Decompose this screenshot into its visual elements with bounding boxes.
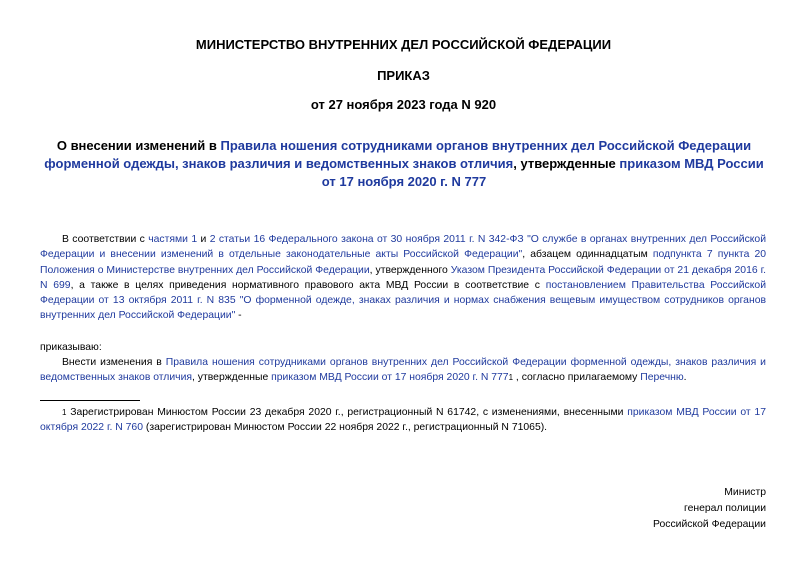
order-footnote-marker[interactable]: 1 <box>508 373 514 383</box>
order-link-rules[interactable]: Правила ношения сотрудниками органов внутренних дел Российской Федерации форменной одежды, знаков различия и ведомственных знаков отличия <box>40 357 766 384</box>
footnote-marker: 1 <box>62 408 67 417</box>
signature-line-2: генерал полиции <box>684 503 766 514</box>
title-prefix: О внесении изменений в <box>56 138 221 153</box>
order-item-paragraph <box>40 355 766 386</box>
footnote-text-2: (зарегистрирован Минюстом России 22 ноября 2022 г., регистрационный N 71065). <box>142 422 548 434</box>
title-link-rules[interactable]: Правила ношения сотрудниками органов внутренних дел Российской Федерации форменной одежды, знаков различия и ведомственных знаков отличия <box>44 138 752 171</box>
preamble-text-3: , абзацем одиннадцатым <box>522 249 653 261</box>
order-word: приказываю: <box>40 342 102 353</box>
footnote-paragraph <box>40 405 766 436</box>
preamble-text-4: , утвержденного <box>369 264 451 276</box>
order-text-1: Внести изменения в <box>62 357 166 368</box>
footnote-separator <box>40 400 140 401</box>
ministry-heading: МИНИСТЕРСТВО ВНУТРЕННИХ ДЕЛ РОССИЙСКОЙ ФЕДЕРАЦИИ <box>195 37 612 52</box>
order-link-list[interactable]: Перечню <box>640 372 684 384</box>
preamble-link-resolution[interactable]: постановлением Правительства Российской Федерации от 13 октября 2011 г. N 835 "О форменной одежде, знаках различия и нормах снабжения вещевым имуществом сотрудников органов внутренних дел Российской Федерации" <box>40 279 766 322</box>
preamble-paragraph <box>40 232 766 324</box>
preamble-text-2: и <box>197 234 210 245</box>
preamble-text-5: , а также в целях приведения нормативного правового акта МВД России в соответствие с <box>70 279 546 291</box>
preamble-text-6: - <box>235 310 242 322</box>
footnote-link-order-760[interactable]: приказом МВД России от 17 октября 2022 г. N 760 <box>40 407 766 434</box>
preamble-text-1: В соответствии с <box>62 234 149 245</box>
signature-line-1: Министр <box>724 487 766 498</box>
order-link-order-777[interactable]: приказом МВД России от 17 ноября 2020 г. N 777 <box>271 372 509 384</box>
order-text-4: . <box>683 372 687 384</box>
order-text-3: , согласно прилагаемому <box>513 372 641 384</box>
footnote-text-1: Зарегистрирован Минюстом России 23 декабря 2020 г., регистрационный N 61742, с изменениями, внесенными <box>66 407 628 418</box>
title-link-order[interactable]: приказом МВД России от 17 ноября 2020 г. N 777 <box>321 156 764 189</box>
title-middle: , утвержденные <box>513 156 620 171</box>
document-title <box>44 137 764 191</box>
date-number-heading: от 27 ноября 2023 года N 920 <box>310 97 497 112</box>
preamble-link-parts-1[interactable]: частями 1 <box>148 234 198 245</box>
preamble-link-decree[interactable]: Указом Президента Российской Федерации от 21 декабря 2016 г. N 699 <box>40 264 766 291</box>
signature-line-3: Российской Федерации <box>653 519 766 530</box>
preamble-link-federal-law[interactable]: 2 статьи 16 Федерального закона от 30 ноября 2011 г. N 342-ФЗ "О службе в органах внутренних дел Российской Федерации и внесении изменений в отдельные законодательные акты Российской Федерации" <box>40 234 767 261</box>
doc-type-heading: ПРИКАЗ <box>377 68 430 83</box>
order-text-2: , утвержденные <box>192 372 272 384</box>
preamble-link-regulation[interactable]: подпункта 7 пункта 20 Положения о Министерстве внутренних дел Российской Федерации <box>40 249 767 276</box>
